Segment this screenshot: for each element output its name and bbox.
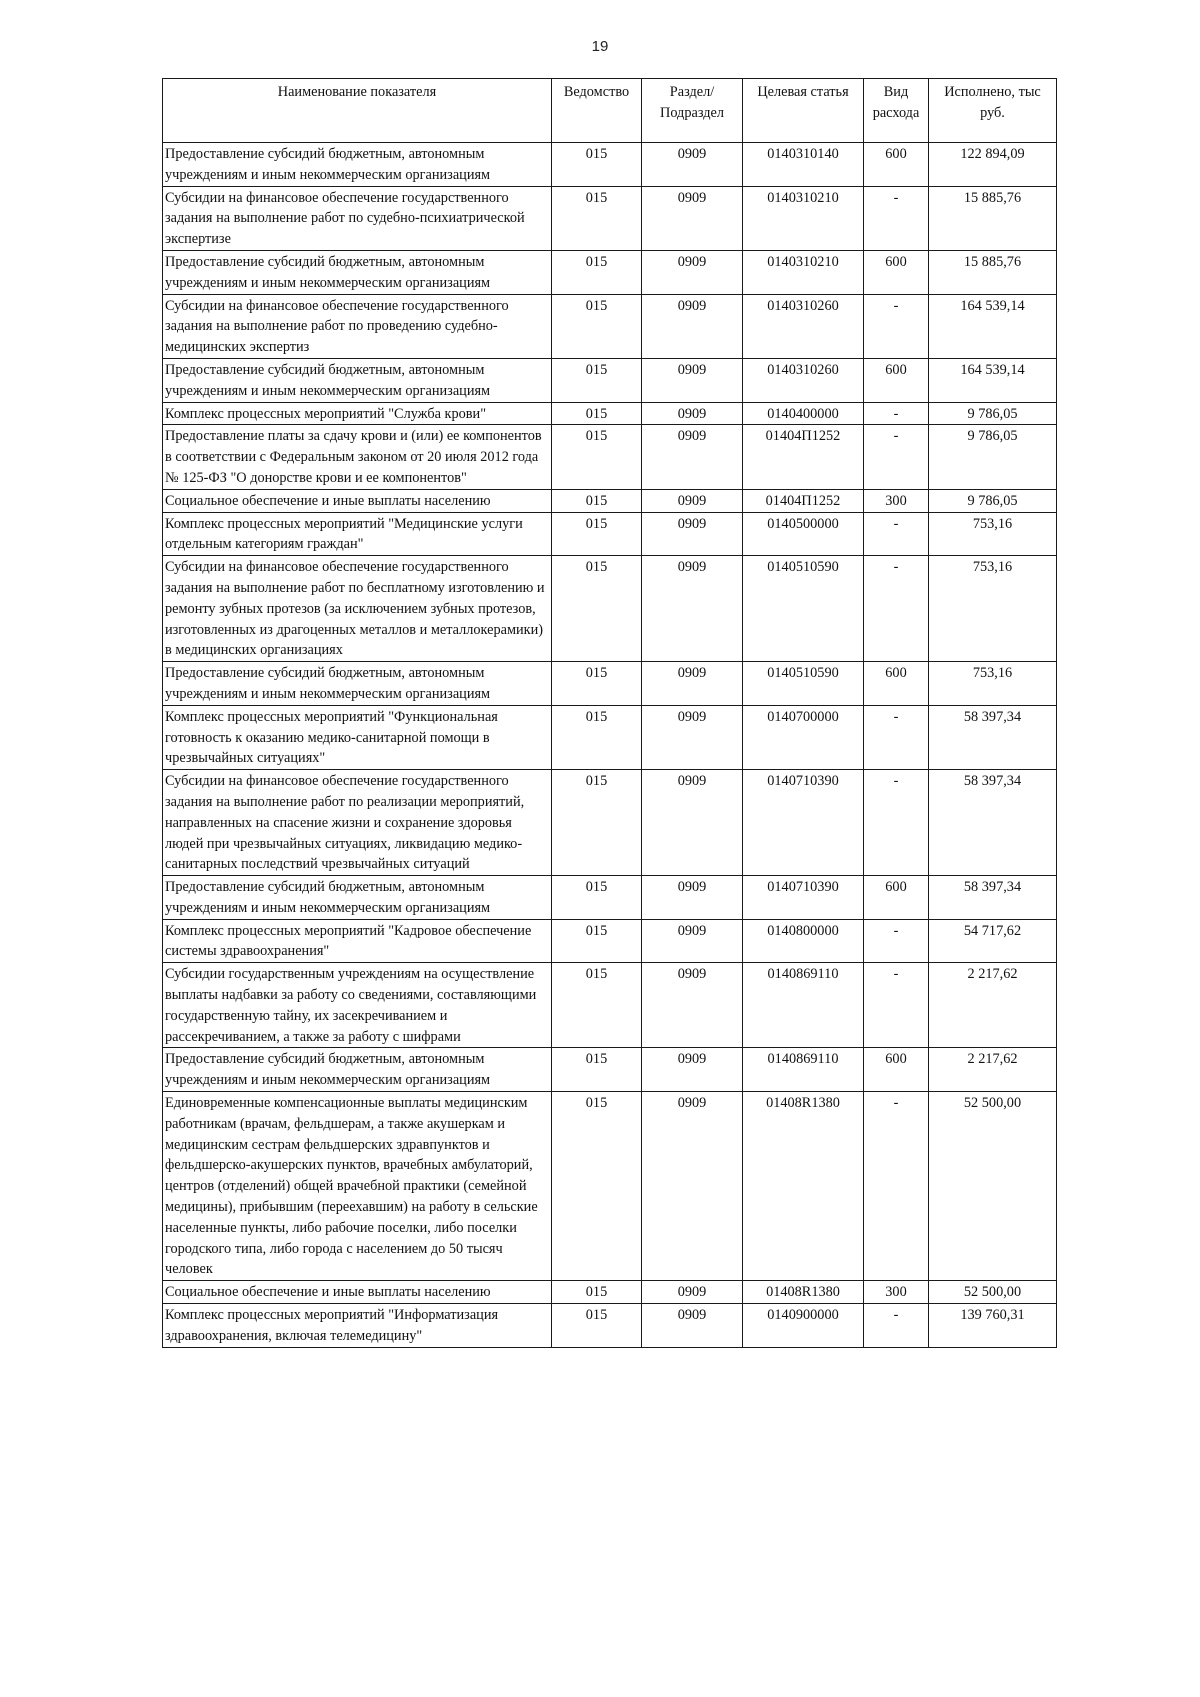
cell-section: 0909 (642, 556, 743, 662)
cell-target-article: 0140710390 (743, 770, 864, 876)
cell-section: 0909 (642, 358, 743, 402)
cell-department: 015 (552, 770, 642, 876)
cell-department: 015 (552, 705, 642, 769)
cell-expense-type: - (864, 425, 929, 489)
budget-execution-table (162, 78, 1057, 1348)
cell-department: 015 (552, 489, 642, 512)
cell-department: 015 (552, 358, 642, 402)
cell-executed-amount: 58 397,34 (929, 876, 1057, 920)
cell-expense-type: 600 (864, 876, 929, 920)
table-row (163, 919, 1057, 963)
cell-indicator-name: Субсидии на финансовое обеспечение государственного задания на выполнение работ по судебно-психиатрической экспертизе (163, 186, 552, 250)
cell-executed-amount: 9 786,05 (929, 425, 1057, 489)
cell-expense-type: - (864, 556, 929, 662)
cell-executed-amount: 2 217,62 (929, 1048, 1057, 1092)
cell-section: 0909 (642, 919, 743, 963)
cell-expense-type: - (864, 186, 929, 250)
table-row (163, 250, 1057, 294)
cell-indicator-name: Комплекс процессных мероприятий "Кадровое обеспечение системы здравоохранения" (163, 919, 552, 963)
cell-executed-amount: 9 786,05 (929, 402, 1057, 425)
cell-executed-amount: 753,16 (929, 662, 1057, 706)
header-executed-amount: Исполнено, тыс руб. (929, 79, 1057, 143)
cell-target-article: 0140710390 (743, 876, 864, 920)
cell-expense-type: - (864, 1092, 929, 1281)
table-row (163, 770, 1057, 876)
table-body (163, 143, 1057, 1348)
cell-expense-type: - (864, 294, 929, 358)
cell-expense-type: - (864, 963, 929, 1048)
cell-expense-type: 600 (864, 662, 929, 706)
cell-expense-type: - (864, 705, 929, 769)
cell-executed-amount: 15 885,76 (929, 250, 1057, 294)
cell-section: 0909 (642, 1304, 743, 1348)
cell-department: 015 (552, 1048, 642, 1092)
table-row (163, 662, 1057, 706)
table-row (163, 1281, 1057, 1304)
cell-department: 015 (552, 143, 642, 187)
cell-section: 0909 (642, 1048, 743, 1092)
page-number: 19 (591, 38, 609, 55)
cell-expense-type: 600 (864, 358, 929, 402)
cell-section: 0909 (642, 1281, 743, 1304)
cell-target-article: 0140869110 (743, 1048, 864, 1092)
cell-department: 015 (552, 250, 642, 294)
cell-department: 015 (552, 1281, 642, 1304)
cell-target-article: 0140310260 (743, 358, 864, 402)
header-expense-type: Вид расхода (864, 79, 929, 143)
cell-section: 0909 (642, 963, 743, 1048)
cell-department: 015 (552, 556, 642, 662)
cell-expense-type: - (864, 770, 929, 876)
cell-indicator-name: Предоставление платы за сдачу крови и (или) ее компонентов в соответствии с Федеральным законом от 20 июля 2012 года № 125-ФЗ "О донорстве крови и ее компонентов" (163, 425, 552, 489)
table-row (163, 556, 1057, 662)
cell-expense-type: 600 (864, 250, 929, 294)
cell-target-article: 0140310210 (743, 250, 864, 294)
cell-section: 0909 (642, 294, 743, 358)
cell-target-article: 01404П1252 (743, 489, 864, 512)
cell-target-article: 0140869110 (743, 963, 864, 1048)
cell-executed-amount: 52 500,00 (929, 1281, 1057, 1304)
table-row (163, 425, 1057, 489)
cell-executed-amount: 52 500,00 (929, 1092, 1057, 1281)
cell-department: 015 (552, 425, 642, 489)
cell-target-article: 01404П1252 (743, 425, 864, 489)
cell-expense-type: 300 (864, 489, 929, 512)
cell-target-article: 0140510590 (743, 662, 864, 706)
table-row (163, 358, 1057, 402)
cell-section: 0909 (642, 512, 743, 556)
cell-executed-amount: 15 885,76 (929, 186, 1057, 250)
cell-department: 015 (552, 662, 642, 706)
cell-executed-amount: 58 397,34 (929, 770, 1057, 876)
cell-executed-amount: 9 786,05 (929, 489, 1057, 512)
cell-executed-amount: 753,16 (929, 556, 1057, 662)
table-row (163, 876, 1057, 920)
cell-section: 0909 (642, 1092, 743, 1281)
cell-executed-amount: 164 539,14 (929, 358, 1057, 402)
table-row (163, 143, 1057, 187)
cell-expense-type: - (864, 1304, 929, 1348)
table-row (163, 1304, 1057, 1348)
cell-department: 015 (552, 963, 642, 1048)
cell-target-article: 01408R1380 (743, 1092, 864, 1281)
header-department: Ведомство (552, 79, 642, 143)
cell-indicator-name: Предоставление субсидий бюджетным, автономным учреждениям и иным некоммерческим организациям (163, 662, 552, 706)
cell-target-article: 0140310210 (743, 186, 864, 250)
cell-indicator-name: Предоставление субсидий бюджетным, автономным учреждениям и иным некоммерческим организациям (163, 1048, 552, 1092)
cell-indicator-name: Комплекс процессных мероприятий "Служба крови" (163, 402, 552, 425)
cell-indicator-name: Субсидии государственным учреждениям на осуществление выплаты надбавки за работу со сведениями, составляющими государственную тайну, их засекречиванием и рассекречиванием, а также за работу с шифрами (163, 963, 552, 1048)
cell-indicator-name: Комплекс процессных мероприятий "Медицинские услуги отдельным категориям граждан" (163, 512, 552, 556)
cell-indicator-name: Субсидии на финансовое обеспечение государственного задания на выполнение работ по бесплатному изготовлению и ремонту зубных протезов (за исключением зубных протезов, изготовленных из драгоценных металлов и металлокерамики) в медицинских организациях (163, 556, 552, 662)
cell-section: 0909 (642, 143, 743, 187)
cell-target-article: 01408R1380 (743, 1281, 864, 1304)
table-row (163, 402, 1057, 425)
table-row (163, 512, 1057, 556)
cell-section: 0909 (642, 770, 743, 876)
cell-executed-amount: 58 397,34 (929, 705, 1057, 769)
cell-section: 0909 (642, 489, 743, 512)
table-row (163, 705, 1057, 769)
cell-expense-type: 300 (864, 1281, 929, 1304)
cell-department: 015 (552, 402, 642, 425)
cell-executed-amount: 2 217,62 (929, 963, 1057, 1048)
table-row (163, 186, 1057, 250)
header-target-article: Целевая статья (743, 79, 864, 143)
cell-target-article: 0140500000 (743, 512, 864, 556)
cell-indicator-name: Комплекс процессных мероприятий "Функциональная готовность к оказанию медико-санитарной помощи в чрезвычайных ситуациях" (163, 705, 552, 769)
cell-target-article: 0140700000 (743, 705, 864, 769)
cell-executed-amount: 753,16 (929, 512, 1057, 556)
cell-indicator-name: Субсидии на финансовое обеспечение государственного задания на выполнение работ по реализации мероприятий, направленных на спасение жизни и сохранение здоровья людей при чрезвычайных ситуациях, ликвидацию медико-санитарных последствий чрезвычайных ситуаций (163, 770, 552, 876)
cell-indicator-name: Субсидии на финансовое обеспечение государственного задания на выполнение работ по проведению судебно-медицинских экспертиз (163, 294, 552, 358)
cell-department: 015 (552, 876, 642, 920)
cell-section: 0909 (642, 250, 743, 294)
table-row (163, 489, 1057, 512)
cell-section: 0909 (642, 425, 743, 489)
cell-indicator-name: Предоставление субсидий бюджетным, автономным учреждениям и иным некоммерческим организациям (163, 143, 552, 187)
cell-expense-type: 600 (864, 143, 929, 187)
cell-target-article: 0140510590 (743, 556, 864, 662)
cell-indicator-name: Социальное обеспечение и иные выплаты населению (163, 489, 552, 512)
cell-executed-amount: 164 539,14 (929, 294, 1057, 358)
cell-indicator-name: Предоставление субсидий бюджетным, автономным учреждениям и иным некоммерческим организациям (163, 358, 552, 402)
header-section: Раздел/ Подраздел (642, 79, 743, 143)
cell-department: 015 (552, 1304, 642, 1348)
cell-target-article: 0140800000 (743, 919, 864, 963)
table-header-row (163, 79, 1057, 143)
cell-section: 0909 (642, 705, 743, 769)
cell-department: 015 (552, 294, 642, 358)
cell-department: 015 (552, 512, 642, 556)
cell-department: 015 (552, 919, 642, 963)
cell-indicator-name: Социальное обеспечение и иные выплаты населению (163, 1281, 552, 1304)
cell-executed-amount: 54 717,62 (929, 919, 1057, 963)
cell-indicator-name: Предоставление субсидий бюджетным, автономным учреждениям и иным некоммерческим организациям (163, 250, 552, 294)
header-name: Наименование показателя (163, 79, 552, 143)
cell-target-article: 0140400000 (743, 402, 864, 425)
cell-expense-type: 600 (864, 1048, 929, 1092)
table-row (163, 294, 1057, 358)
table-row (163, 963, 1057, 1048)
cell-department: 015 (552, 186, 642, 250)
cell-executed-amount: 139 760,31 (929, 1304, 1057, 1348)
table-row (163, 1048, 1057, 1092)
cell-section: 0909 (642, 186, 743, 250)
cell-indicator-name: Предоставление субсидий бюджетным, автономным учреждениям и иным некоммерческим организациям (163, 876, 552, 920)
cell-target-article: 0140310260 (743, 294, 864, 358)
cell-section: 0909 (642, 876, 743, 920)
cell-indicator-name: Комплекс процессных мероприятий "Информатизация здравоохранения, включая телемедицину" (163, 1304, 552, 1348)
cell-target-article: 0140900000 (743, 1304, 864, 1348)
cell-department: 015 (552, 1092, 642, 1281)
cell-indicator-name: Единовременные компенсационные выплаты медицинским работникам (врачам, фельдшерам, а также акушеркам и медицинским сестрам фельдшерских здравпунктов и фельдшерско-акушерских пунктов, врачебных амбулаторий, центров (отделений) общей врачебной практики (семейной медицины), прибывшим (переехавшим) на работу в сельские населенные пункты, либо рабочие поселки, либо поселки городского типа, либо города с населением до 50 тысяч человек (163, 1092, 552, 1281)
table-row (163, 1092, 1057, 1281)
cell-expense-type: - (864, 402, 929, 425)
cell-expense-type: - (864, 512, 929, 556)
cell-target-article: 0140310140 (743, 143, 864, 187)
cell-executed-amount: 122 894,09 (929, 143, 1057, 187)
cell-section: 0909 (642, 402, 743, 425)
cell-expense-type: - (864, 919, 929, 963)
cell-section: 0909 (642, 662, 743, 706)
